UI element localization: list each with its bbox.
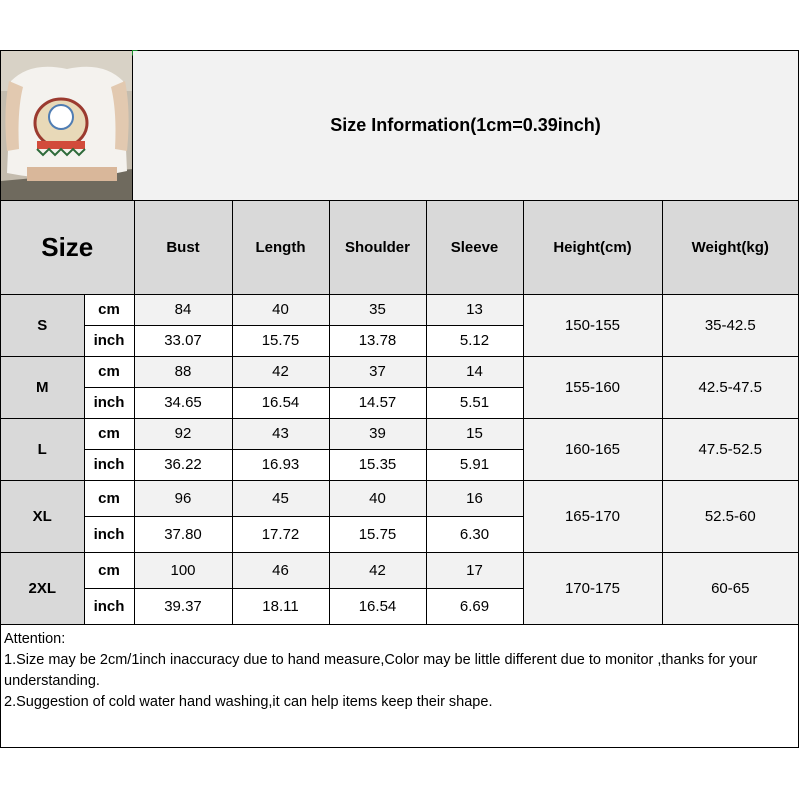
unit-label: cm xyxy=(84,480,134,516)
height-header: Height(cm) xyxy=(523,201,662,294)
table-cell: 15 xyxy=(426,418,523,449)
weight-range: 52.5-60 xyxy=(662,480,798,552)
height-range: 150-155 xyxy=(523,294,662,356)
table-cell: 43 xyxy=(232,418,329,449)
unit-label: inch xyxy=(84,325,134,356)
unit-label: inch xyxy=(84,516,134,552)
table-cell: 16 xyxy=(426,480,523,516)
table-cell: 13 xyxy=(426,294,523,325)
table-cell: 37 xyxy=(329,356,426,387)
page-title: Size Information(1cm=0.39inch) xyxy=(330,115,601,135)
table-row xyxy=(1,418,798,449)
weight-range: 60-65 xyxy=(662,552,798,624)
table-cell: 5.12 xyxy=(426,325,523,356)
size-chart xyxy=(0,50,799,748)
table-cell: 42 xyxy=(329,552,426,588)
header-row xyxy=(1,201,798,294)
weight-header: Weight(kg) xyxy=(662,201,798,294)
unit-label: cm xyxy=(84,356,134,387)
table-cell: 16.54 xyxy=(329,588,426,624)
table-row xyxy=(1,480,798,516)
table-cell: 16.93 xyxy=(232,449,329,480)
table-cell: 15.75 xyxy=(232,325,329,356)
unit-label: cm xyxy=(84,418,134,449)
weight-range: 47.5-52.5 xyxy=(662,418,798,480)
table-cell: 34.65 xyxy=(134,387,232,418)
table-cell: 39.37 xyxy=(134,588,232,624)
table-cell: 18.11 xyxy=(232,588,329,624)
table-cell: 33.07 xyxy=(134,325,232,356)
table-cell: 13.78 xyxy=(329,325,426,356)
table-cell: 15.35 xyxy=(329,449,426,480)
table-cell: 88 xyxy=(134,356,232,387)
size-label: XL xyxy=(1,480,84,552)
table-row xyxy=(1,552,798,588)
table-cell: 17 xyxy=(426,552,523,588)
table-cell: 39 xyxy=(329,418,426,449)
table-cell: 14.57 xyxy=(329,387,426,418)
bust-header: Bust xyxy=(134,201,232,294)
size-label: M xyxy=(1,356,84,418)
table-cell: 92 xyxy=(134,418,232,449)
height-range: 155-160 xyxy=(523,356,662,418)
attention-notes xyxy=(1,629,798,747)
notes-heading: Attention: xyxy=(4,631,66,647)
table-cell: 35 xyxy=(329,294,426,325)
note-line-1: 1.Size may be 2cm/1inch inaccuracy due to hand measure,Color may be little different due to monitor ,thanks for your understanding. xyxy=(4,652,758,689)
table-cell: 15.75 xyxy=(329,516,426,552)
shoulder-header: Shoulder xyxy=(329,201,426,294)
product-photo xyxy=(1,51,133,201)
table-cell: 16.54 xyxy=(232,387,329,418)
length-header: Length xyxy=(232,201,329,294)
table-cell: 40 xyxy=(232,294,329,325)
height-range: 170-175 xyxy=(523,552,662,624)
table-cell: 46 xyxy=(232,552,329,588)
unit-label: cm xyxy=(84,294,134,325)
table-row xyxy=(1,294,798,325)
table-cell: 40 xyxy=(329,480,426,516)
table-cell: 5.51 xyxy=(426,387,523,418)
unit-label: inch xyxy=(84,387,134,418)
size-label: S xyxy=(1,294,84,356)
note-line-2: 2.Suggestion of cold water hand washing,it can help items keep their shape. xyxy=(4,694,493,710)
unit-label: inch xyxy=(84,588,134,624)
table-cell: 36.22 xyxy=(134,449,232,480)
table-row xyxy=(1,356,798,387)
table-cell: 37.80 xyxy=(134,516,232,552)
size-header: Size xyxy=(1,201,134,294)
table-cell: 6.30 xyxy=(426,516,523,552)
table-cell: 96 xyxy=(134,480,232,516)
tshirt-photo-icon xyxy=(1,51,133,201)
unit-label: cm xyxy=(84,552,134,588)
size-table xyxy=(1,201,798,625)
table-cell: 14 xyxy=(426,356,523,387)
size-label: L xyxy=(1,418,84,480)
table-cell: 45 xyxy=(232,480,329,516)
weight-range: 42.5-47.5 xyxy=(662,356,798,418)
table-cell: 100 xyxy=(134,552,232,588)
weight-range: 35-42.5 xyxy=(662,294,798,356)
height-range: 165-170 xyxy=(523,480,662,552)
table-cell: 42 xyxy=(232,356,329,387)
table-cell: 6.69 xyxy=(426,588,523,624)
table-cell: 84 xyxy=(134,294,232,325)
table-cell: 5.91 xyxy=(426,449,523,480)
unit-label: inch xyxy=(84,449,134,480)
height-range: 160-165 xyxy=(523,418,662,480)
sleeve-header: Sleeve xyxy=(426,201,523,294)
table-cell: 17.72 xyxy=(232,516,329,552)
title-cell xyxy=(133,51,798,201)
size-label: 2XL xyxy=(1,552,84,624)
